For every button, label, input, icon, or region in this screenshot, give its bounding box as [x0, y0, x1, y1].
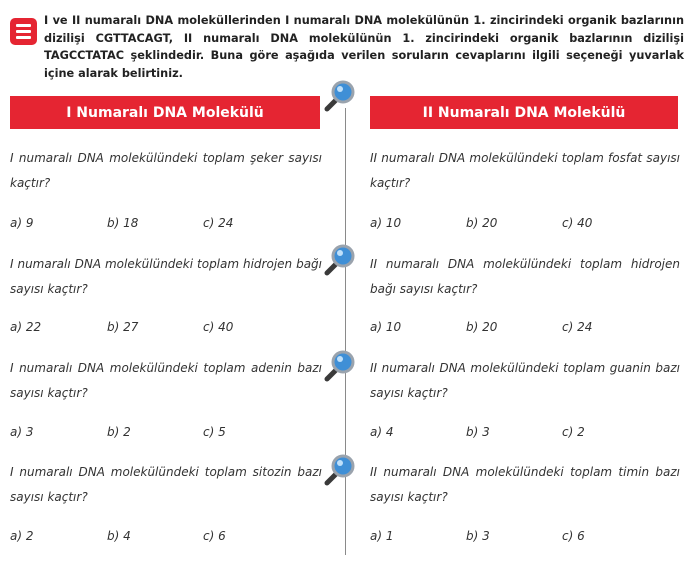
option-b[interactable]: b) 20	[466, 320, 498, 334]
option-c[interactable]: c) 6	[203, 529, 226, 543]
option-c[interactable]: c) 6	[562, 529, 585, 543]
option-b[interactable]: b) 3	[466, 529, 490, 543]
left-molecule-header: I Numaralı DNA Molekülü	[10, 96, 320, 129]
option-b[interactable]: b) 2	[107, 425, 131, 439]
option-b[interactable]: b) 3	[466, 425, 490, 439]
option-c[interactable]: c) 24	[203, 216, 234, 230]
left-question-2: I numaralı DNA molekülündeki toplam hidrojen bağı sayısı kaçtır?	[10, 257, 322, 296]
option-c[interactable]: c) 24	[562, 320, 593, 334]
right-question-4: II numaralı DNA molekülündeki toplam timin bazı sayısı kaçtır?	[370, 465, 680, 504]
left-question-4: I numaralı DNA molekülündeki toplam sitozin bazı sayısı kaçtır?	[10, 465, 322, 504]
option-b[interactable]: b) 18	[107, 216, 139, 230]
right-molecule-header: II Numaralı DNA Molekülü	[370, 96, 678, 129]
option-c[interactable]: c) 5	[203, 425, 226, 439]
option-c[interactable]: c) 40	[562, 216, 593, 230]
option-b[interactable]: b) 4	[107, 529, 131, 543]
left-question-3: I numaralı DNA molekülündeki toplam adenin bazı sayısı kaçtır?	[10, 361, 322, 400]
right-question-1: II numaralı DNA molekülündeki toplam fosfat sayısı kaçtır?	[370, 151, 680, 190]
option-a[interactable]: a) 9	[10, 216, 34, 230]
magnifier-icon	[322, 78, 358, 114]
right-question-2: II numaralı DNA molekülündeki toplam hidrojen bağı sayısı kaçtır?	[370, 257, 680, 296]
option-a[interactable]: a) 3	[10, 425, 34, 439]
option-c[interactable]: c) 40	[203, 320, 234, 334]
option-a[interactable]: a) 22	[10, 320, 42, 334]
option-a[interactable]: a) 4	[370, 425, 394, 439]
option-a[interactable]: a) 10	[370, 216, 402, 230]
magnifier-icon	[322, 242, 358, 278]
option-c[interactable]: c) 2	[562, 425, 585, 439]
option-b[interactable]: b) 20	[466, 216, 498, 230]
magnifier-icon	[322, 452, 358, 488]
option-a[interactable]: a) 1	[370, 529, 394, 543]
intro-paragraph: I ve II numaralı DNA moleküllerinden I numaralı DNA molekülünün 1. zincirindeki organik bazlarının dizilişi CGTTACAGT, II numaralı DNA molekülünün 1. zincirindeki organik bazlarının dizilişi TAGCCTATAC şeklindedir. Buna göre aşağıda verilen soruların cevaplarını ilgili seçeneği yuvarlak içine alarak belirtiniz.	[44, 14, 684, 80]
right-question-3: II numaralı DNA molekülündeki toplam guanin bazı sayısı kaçtır?	[370, 361, 680, 400]
option-a[interactable]: a) 2	[10, 529, 34, 543]
option-a[interactable]: a) 10	[370, 320, 402, 334]
magnifier-icon	[322, 348, 358, 384]
option-b[interactable]: b) 27	[107, 320, 139, 334]
left-question-1: I numaralı DNA molekülündeki toplam şeker sayısı kaçtır?	[10, 151, 322, 190]
document-logo-icon	[10, 18, 37, 45]
